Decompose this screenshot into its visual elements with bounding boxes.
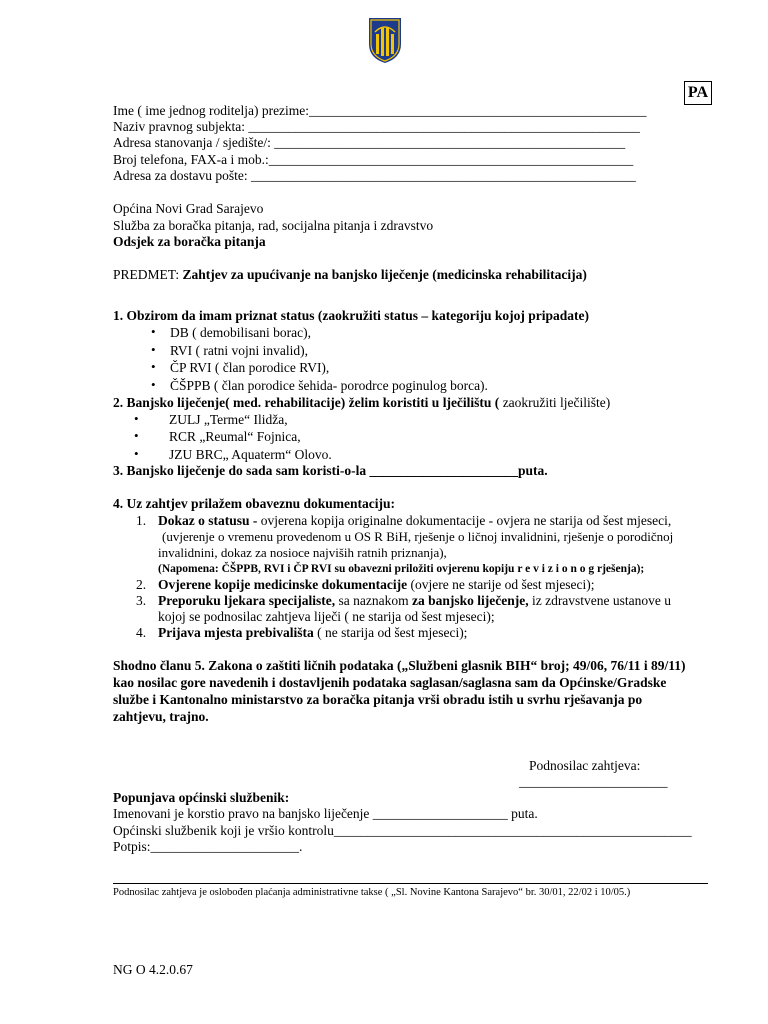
doc-item-number: 3.: [136, 593, 147, 608]
field-phone[interactable]: Broj telefona, FAX-a i mob.:______________________________________________________: [113, 152, 634, 167]
doc-item-4-text: ( ne starija od šest mjeseci);: [313, 625, 468, 640]
footer-divider: [113, 883, 708, 884]
subject-label: PREDMET:: [113, 267, 183, 282]
doc-item-3-text2: iz zdravstvene ustanove u: [528, 593, 672, 608]
doc-item-1-text: ovjerena kopija originalne dokumentacije - ovjera ne starija od šest mjeseci,: [260, 513, 672, 528]
section3-title[interactable]: 3. Banjsko liječenje do sada sam koristi-o-la ______________________puta.: [113, 463, 548, 478]
section2-title: [113, 395, 610, 411]
privacy-line-3: službe i Kantonalno ministarstvo za boračka pitanja vrši obradu istih u svrhu rješavanja po: [113, 692, 643, 707]
section1-title: 1. Obzirom da imam priznat status (zaokružiti status – kategoriju kojoj pripadate): [113, 308, 589, 323]
doc-item-1-line3: invalidnini, dokaz za nosioce najviših ratnih priznanja),: [158, 545, 447, 560]
bullet-icon: •: [134, 446, 139, 461]
bullet-icon: •: [134, 428, 139, 443]
field-address[interactable]: Adresa stanovanja / sjedište/: ____________________________________________________: [113, 135, 626, 150]
doc-item-3-bold2: za banjsko liječenje,: [411, 593, 529, 608]
recipient-municipality: Općina Novi Grad Sarajevo: [113, 201, 264, 216]
privacy-line-2: kao nosilac gore navedenih i dostavljenih podataka saglasan/saglasna sam da Općinske/Gradske: [113, 675, 667, 690]
doc-item-number: 4.: [136, 625, 147, 640]
bullet-icon: •: [134, 411, 139, 426]
spa-option[interactable]: RCR „Reumal“ Fojnica,: [169, 429, 301, 444]
doc-item-1-note-c: rješenja);: [594, 563, 645, 575]
doc-item-1-note-b: r e v i z i o n o g: [517, 563, 595, 575]
doc-item-number: 1.: [136, 513, 147, 528]
doc-item-3-bold: Preporuku ljekara specijaliste,: [158, 593, 336, 608]
recipient-department: Odsjek za boračka pitanja: [113, 234, 266, 249]
field-name[interactable]: Ime ( ime jednog roditelja) prezime:__________________________________________________: [113, 103, 647, 118]
privacy-line-4: zahtjevu, trajno.: [113, 709, 209, 724]
footer-note: Podnosilac zahtjeva je oslobođen plaćanja administrativne takse ( „Sl. Novine Kantona Sarajevo“ br. 30/01, 22/02 i 10/05.): [113, 887, 631, 898]
status-option[interactable]: DB ( demobilisani borac),: [170, 325, 311, 340]
doc-item-2-bold: Ovjerene kopije medicinske dokumentacije: [158, 577, 408, 592]
doc-item-1-line2: (uvjerenje o vremenu provedenom u OS R BiH, rješenje o ličnoj invalidnini, rješenje o porodičnoj: [162, 529, 674, 544]
status-option[interactable]: RVI ( ratni vojni invalid),: [170, 343, 309, 358]
bullet-icon: •: [151, 377, 156, 392]
recipient-service: Služba za boračka pitanja, rad, socijalna pitanja i zdravstvo: [113, 218, 434, 233]
doc-item-4-bold: Prijava mjesta prebivališta: [158, 625, 314, 640]
official-title: Popunjava općinski službenik:: [113, 790, 290, 805]
doc-item-1-note-a: (Napomena: ČŠPPB, RVI i ČP RVI su obavezni priložiti ovjerenu kopiju: [158, 563, 518, 575]
doc-item-number: 2.: [136, 577, 147, 592]
spa-option[interactable]: ZULJ „Terme“ Ilidža,: [169, 412, 288, 427]
doc-item-3: [158, 593, 671, 609]
doc-item-1-bold: Dokaz o statusu -: [158, 513, 261, 528]
section4-title: 4. Uz zahtjev prilažem obaveznu dokumentaciju:: [113, 496, 395, 511]
bullet-icon: •: [151, 359, 156, 374]
doc-item-4: [158, 625, 467, 641]
section2-title-bold: 2. Banjsko liječenje( med. rehabilitacije) želim koristiti u lječilištu (: [113, 395, 503, 410]
doc-item-1: [158, 513, 671, 529]
doc-item-2: [158, 577, 595, 593]
coat-of-arms-icon: [367, 16, 403, 64]
doc-item-3-line2: kojoj se podnosilac zahtjeva liječi ( ne starija od šest mjeseci);: [158, 609, 495, 624]
privacy-line-1: Shodno članu 5. Zakona o zaštiti ličnih podataka („Službeni glasnik BIH“ broj; 49/06, 76/11 i 89/11): [113, 658, 686, 673]
field-mail-address[interactable]: Adresa za dostavu pošte: _________________________________________________________: [113, 168, 636, 183]
bullet-icon: •: [151, 342, 156, 357]
doc-item-2-text: (ovjere ne starije od šest mjeseci);: [407, 577, 595, 592]
doc-item-3-text: sa naznakom: [335, 593, 412, 608]
bullet-icon: •: [151, 324, 156, 339]
signature-line[interactable]: ______________________: [519, 774, 668, 789]
spa-option[interactable]: JZU BRC„ Aquaterm“ Olovo.: [169, 447, 332, 462]
official-signature[interactable]: Potpis:______________________.: [113, 839, 303, 854]
subject-text: Zahtjev za upućivanje na banjsko liječenje (medicinska rehabilitacija): [182, 267, 587, 282]
section2-title-note: zaokružiti lječilište): [502, 395, 611, 410]
official-treatment-count[interactable]: Imenovani je korstio pravo na banjsko liječenje ____________________ puta.: [113, 806, 538, 821]
doc-item-1-note: [158, 561, 644, 577]
status-option[interactable]: ČP RVI ( član porodice RVI),: [170, 360, 330, 375]
official-controller[interactable]: Općinski službenik koji je vršio kontrolu_____________________________________________________: [113, 823, 692, 838]
document-code: NG O 4.2.0.67: [113, 962, 193, 977]
signature-label: Podnosilac zahtjeva:: [529, 758, 641, 773]
subject-line: [113, 267, 587, 283]
form-code-box: PA: [684, 81, 712, 105]
status-option[interactable]: ČŠPPB ( član porodice šehida- porodrce poginulog borca).: [170, 378, 488, 393]
field-legal-entity[interactable]: Naziv pravnog subjekta: __________________________________________________________: [113, 119, 640, 134]
